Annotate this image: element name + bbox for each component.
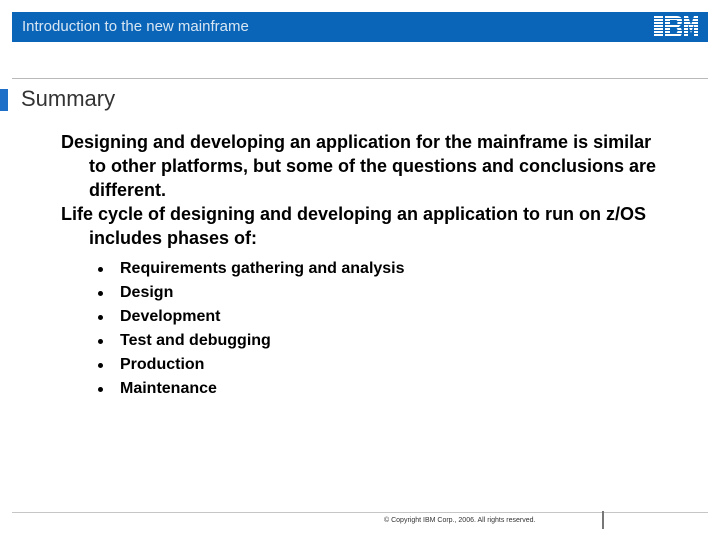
phase-label: Test and debugging	[120, 332, 271, 349]
slide-title: Summary	[21, 86, 116, 111]
phase-label: Production	[120, 356, 205, 373]
bullet-icon	[98, 267, 103, 272]
list-item	[98, 377, 661, 401]
bullet-icon	[98, 387, 103, 392]
header-bar	[12, 12, 708, 42]
list-item	[98, 305, 661, 329]
bullet-icon	[98, 315, 103, 320]
phase-label: Maintenance	[120, 380, 217, 397]
bullet-icon	[98, 291, 103, 296]
bullet-icon	[98, 339, 103, 344]
paragraph-intro: Designing and developing an application for the mainframe is similar to other platforms, but some of the questions and conclusions are different.	[61, 132, 657, 200]
phase-label: Requirements gathering and analysis	[120, 260, 405, 277]
ibm-logo	[654, 16, 698, 37]
footer-divider	[602, 511, 604, 529]
list-item	[98, 281, 661, 305]
list-item	[98, 353, 661, 377]
paragraph-life-cycle: Life cycle of designing and developing an application to run on z/OS includes phases of:	[61, 204, 647, 248]
copyright-notice: © Copyright IBM Corp., 2006. All rights reserved.	[384, 517, 536, 524]
presentation-title: Introduction to the new mainframe	[22, 18, 249, 35]
phase-label: Design	[120, 284, 174, 301]
title-accent-bar	[0, 89, 8, 111]
list-item	[98, 329, 661, 353]
list-item	[98, 257, 661, 281]
slide-body	[61, 130, 661, 401]
phase-label: Development	[120, 308, 221, 325]
bullet-icon	[98, 363, 103, 368]
phase-list	[61, 257, 661, 401]
header-rule	[12, 78, 708, 79]
